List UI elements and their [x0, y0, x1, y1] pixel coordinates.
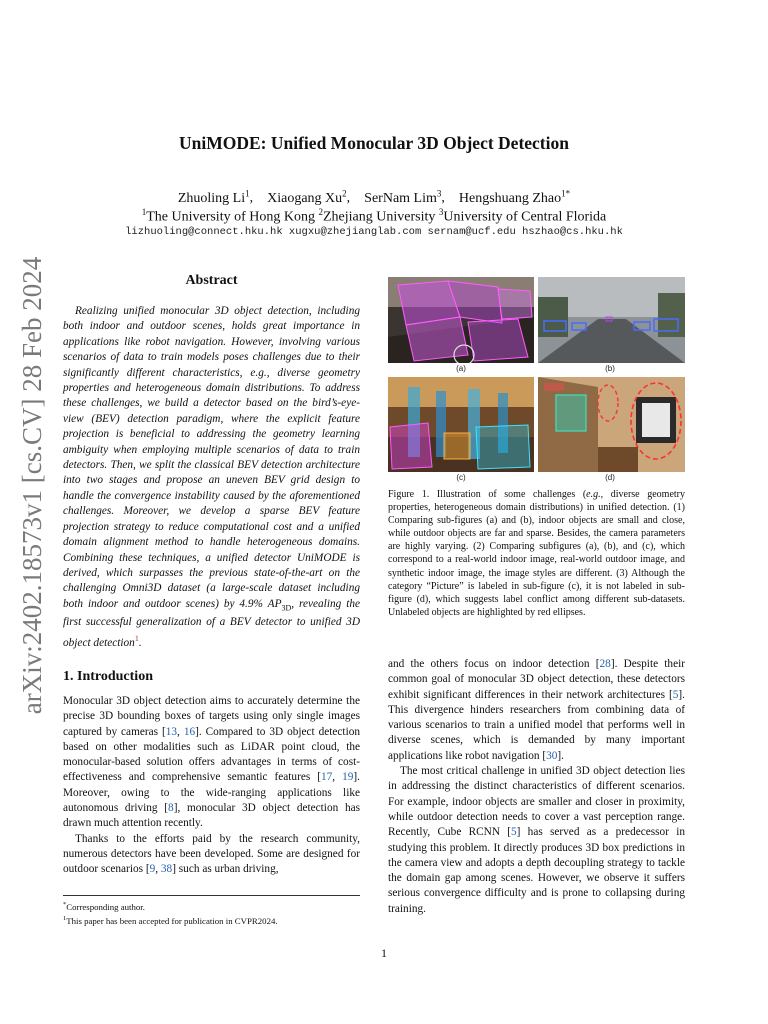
author-emails: lizhuoling@connect.hku.hk xugxu@zhejianglab.com sernam@ucf.edu hszhao@cs.hku.hk: [125, 226, 623, 238]
abstract-body-end: , revealing the first successful generalization of a BEV detector to unified 3D object detection: [63, 597, 360, 649]
citation-link[interactable]: 13: [165, 725, 178, 738]
author-name: Xiaogang Xu$^2$: [267, 188, 347, 206]
footnote-mark: *: [63, 901, 67, 908]
author-name: SerNam Lim$^3$: [364, 188, 442, 206]
panel-b-image: [538, 277, 685, 363]
footnote: [63, 913, 360, 927]
citation-link[interactable]: 30: [546, 749, 558, 762]
arxiv-stamp: [14, 256, 52, 714]
intro-paragraph-1: Monocular 3D object detection aims to accurately determine the precise 3D bounding boxes of targets using only single images captured by cameras [13, 16]. Compared to 3D object detection based on other modalities such as LiDAR point cloud, the monocular-based solution offers advantages in terms of cost-effectiveness and comprehensive semantic features [17, 19]. Moreover, owing to the wide-ranging applications like autonomous driving [8], monocular 3D object detection has drawn much attention recently.: [63, 694, 361, 830]
author-name: Zhuoling Li$^1$: [177, 188, 250, 206]
citation-link[interactable]: 5: [511, 826, 517, 839]
author-affiliation-mark: 1: [245, 188, 250, 198]
ap3d-subscript: 3D: [281, 602, 292, 612]
footnote-mark: 1: [63, 915, 67, 923]
arxiv-stamp-text: arXiv:2402.18573v1 [cs.CV] 28 Feb 2024: [17, 256, 48, 714]
abstract-body: Realizing unified monocular 3D object detection, including both indoor and outdoor scenes, holds great importance in applications like robot navigation. However, involving various scenarios of data to train models poses challenges due to their significantly different characteristics, e.g., diverse geometry properties and heterogeneous domain distributions. To address these challenges, we build a detector based on the bird’s-eye-view (BEV) detection paradigm, where the explicit feature projection is beneficial to addressing the geometry learning ambiguity when employing multiple scenarios of data to train detectors. Then, we split the classical BEV detection architecture into two stages and propose an uneven BEV grid design to handle the convergence instability caused by the aforementioned challenges. Moreover, we develop a sparse BEV feature projection strategy to reduce computational cost and a unified domain alignment method to handle heterogeneous domains. Combining these techniques, a unified detector UniMODE is derived, which surpasses the previous state-of-the-art on the challenging Omni3D dataset (a large-scale dataset including both indoor and outdoor scenes) by 4.9% AP: [63, 305, 360, 610]
affiliation-name: Zhejiang University: [322, 209, 439, 225]
author-affiliation-mark: 2: [342, 188, 347, 198]
affiliation-name: The University of Hong Kong: [146, 209, 319, 225]
footnote-text: This paper has been accepted for publication in CVPR2024.: [66, 916, 278, 927]
author-list: Zhuoling Li$^1$, Xiaogang Xu$^2$, SerNam Lim$^3$, Hengshuang Zhao$^{1*}$: [177, 188, 571, 206]
figure-panel-b: [538, 277, 685, 363]
intro-paragraph-4: The most critical challenge in unified 3D object detection lies in addressing the distinct characteristics of different scenarios. For example, indoor objects are smaller and closer in proximity, while outdoor detection needs to cover a vast perception range. Recently, Cube RCNN [5] has served as a predecessor in studying this problem. It directly produces 3D box predictions in the camera view and adopts a depth decoupling strategy to tackle the domain gap among scenes. However, we observe it suffers serious convergence difficulty and is prone to collapsing during training.: [388, 765, 685, 915]
left-column: [63, 270, 360, 878]
citation-link[interactable]: 8: [168, 802, 174, 815]
figure-1: [388, 277, 685, 485]
abstract-text: [63, 304, 360, 651]
citation-link[interactable]: 16: [183, 725, 196, 738]
abstract-heading: Abstract: [185, 273, 238, 288]
citation-link[interactable]: 5: [672, 688, 679, 701]
citation-link[interactable]: 19: [342, 771, 354, 784]
abstract-period: .: [138, 636, 142, 649]
figure-panel-c: [388, 377, 534, 472]
paper-title: UniMODE: Unified Monocular 3D Object Detection: [179, 133, 569, 153]
panel-d-image: [538, 377, 685, 472]
panel-a-image: [388, 277, 534, 363]
intro-paragraph-2: Thanks to the efforts paid by the research community, numerous detectors have been developed. Some are designed for outdoor scenarios [9, 38] such as urban driving,: [63, 832, 360, 876]
author-affiliation-mark: 1*: [561, 188, 571, 198]
page-number: 1: [381, 946, 387, 960]
introduction-heading: 1. Introduction: [63, 668, 153, 684]
author-affiliation-mark: 3: [436, 188, 442, 198]
intro-paragraph-3: and the others focus on indoor detection [28]. Despite their common goal of monocular 3D object detection, these detectors exhibit significant differences in their network architectures [5]. This divergence hinders researchers from combining data of various scenarios to train a unified model that performs well in diverse scenes, which is demanded by many important applications like robot navigation [30].: [388, 658, 685, 762]
figure-1-caption: Figure 1. Illustration of some challenges (e.g., diverse geometry properties, heterogeneous domain distributions) in unified detection. (1) Comparing sub-figures (a) and (b), indoor objects are small and close, while outdoor objects are far and sparse. Besides, the camera parameters are highly varying. (2) Comparing subfigures (a), (b), and (c), which correspond to a real-world indoor image, real-world outdoor image, and synthetic indoor image, the image styles are different. (3) Although the category “Picture” is labeled in sub-figure (c), it is not labeled in sub-figure (d), which suggests label conflict among different sub-datasets. Unlabeled objects are highlighted by red ellipses.: [388, 489, 685, 618]
right-column: [388, 657, 685, 917]
citation-link[interactable]: 28: [599, 658, 611, 670]
citation-link[interactable]: 9: [149, 863, 156, 876]
citation-link[interactable]: 38: [160, 863, 173, 876]
footnote: [63, 899, 360, 913]
figure-panel-d: [538, 377, 685, 472]
affiliations: [60, 203, 688, 227]
panel-label-a: (a): [456, 364, 466, 373]
affiliation-name: University of Central Florida: [443, 209, 607, 225]
panel-label-c: (c): [456, 473, 466, 482]
panel-label-b: (b): [605, 364, 615, 373]
panel-c-image: [388, 377, 534, 472]
panel-label-d: (d): [605, 473, 615, 482]
affiliation-mark: 1: [141, 207, 147, 217]
italic-text: e.g.: [586, 489, 601, 500]
affiliation-mark: 3: [438, 207, 444, 217]
figure-panel-a: [388, 277, 534, 363]
footnote-link[interactable]: 1: [134, 633, 139, 643]
citation-link[interactable]: 17: [321, 771, 333, 784]
footnotes: [63, 895, 360, 928]
author-name: Hengshuang Zhao$^{1*}$: [458, 188, 571, 206]
footnote-text: Corresponding author.: [66, 901, 145, 912]
affiliation-mark: 2: [318, 207, 323, 217]
